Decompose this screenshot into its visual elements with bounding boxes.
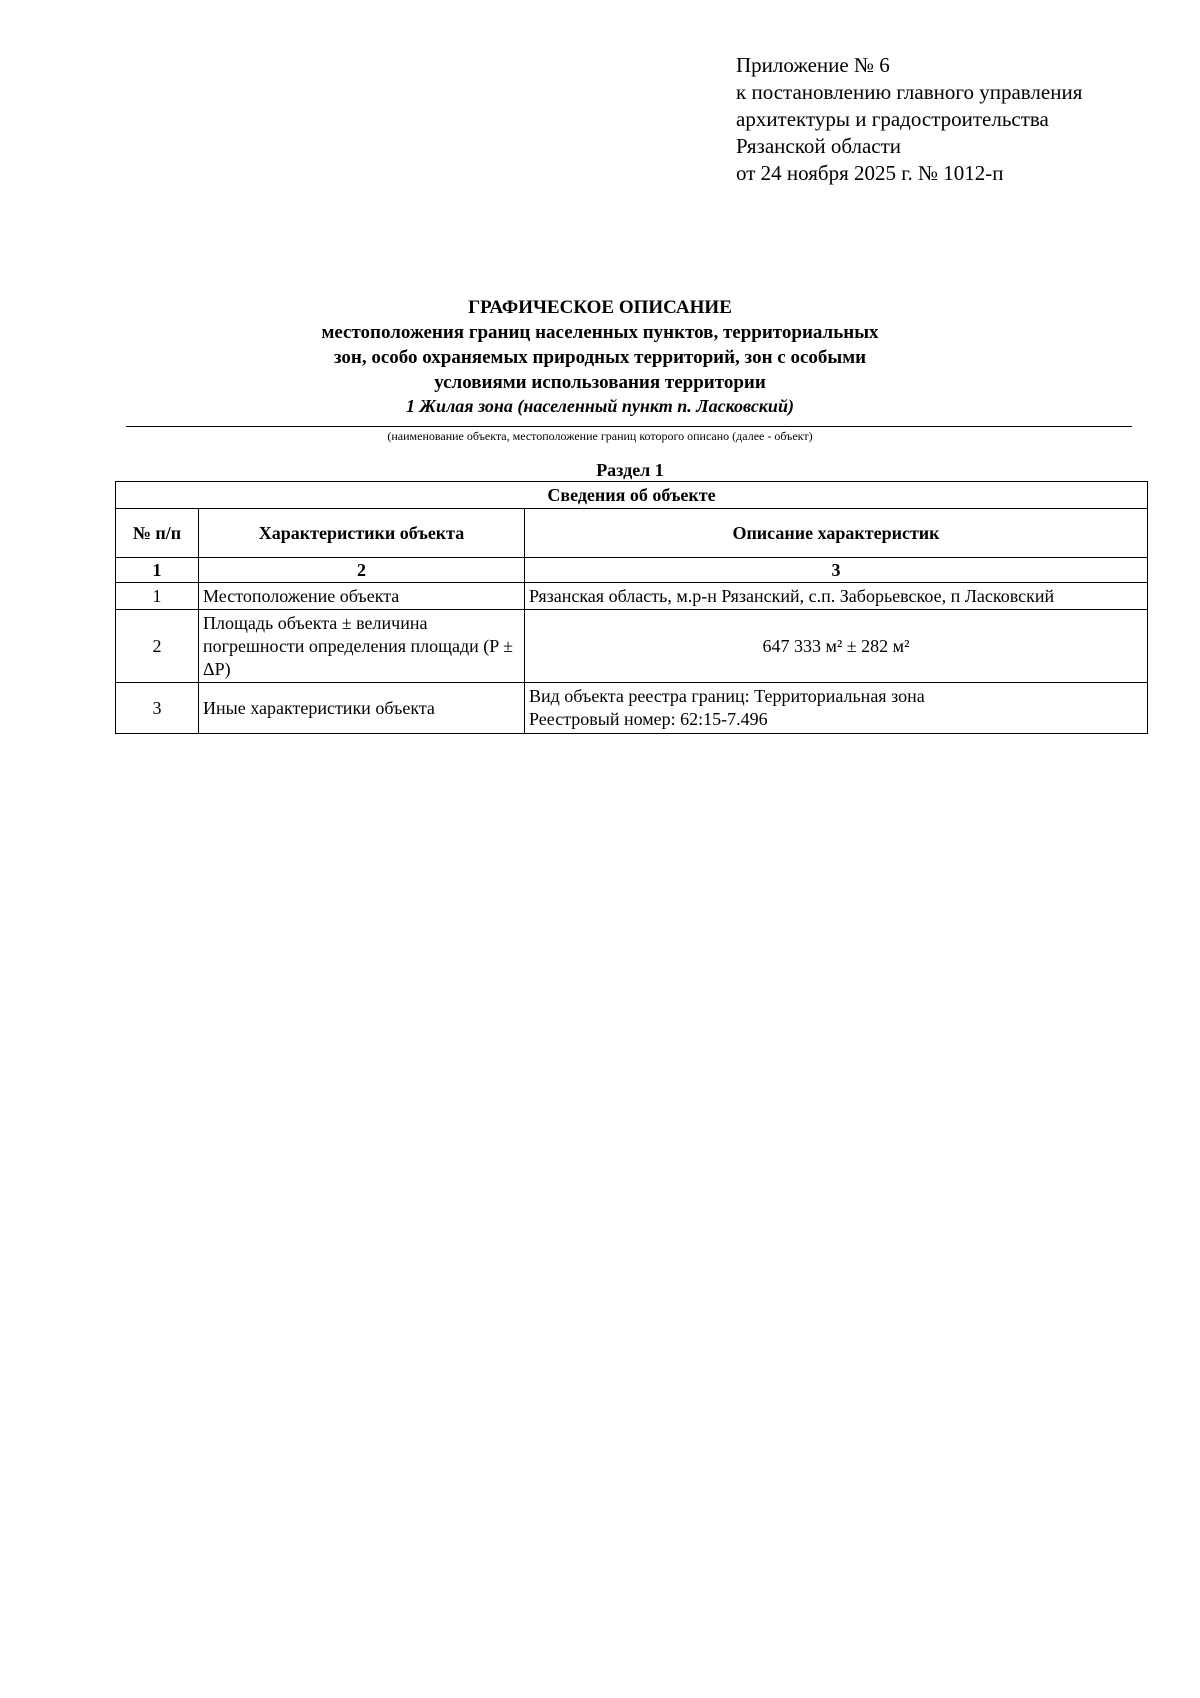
row-description-line-2: Реестровый номер: 62:15-7.496 — [529, 709, 768, 729]
column-index-2: 2 — [199, 558, 525, 583]
header-num: № п/п — [116, 509, 199, 558]
row-description — [525, 683, 1148, 734]
document-subtitle-line-3: условиями использования территории — [434, 372, 766, 393]
object-name: 1 Жилая зона (населенный пункт п. Ласковский) — [406, 396, 794, 416]
object-name-caption: (наименование объекта, местоположение границ которого описано (далее - объект) — [387, 429, 813, 443]
column-index-1: 1 — [116, 558, 199, 583]
table-header-row — [116, 509, 1148, 558]
row-num: 2 — [116, 610, 199, 683]
column-index-row — [116, 558, 1148, 583]
row-num: 3 — [116, 683, 199, 734]
row-description — [525, 583, 1148, 610]
header-characteristic: Характеристики объекта — [199, 509, 525, 558]
document-subtitle-line-1: местоположения границ населенных пунктов, территориальных — [321, 322, 879, 343]
appendix-line-4: Рязанской области — [736, 134, 902, 158]
row-description-line-1: 647 333 м² ± 282 м² — [762, 635, 910, 656]
appendix-line-2: к постановлению главного управления — [736, 80, 1083, 104]
appendix-line-5: от 24 ноября 2025 г. № 1012-п — [736, 161, 1004, 185]
object-info-table — [115, 481, 1148, 734]
table-caption: Сведения об объекте — [116, 482, 1148, 509]
column-index-3: 3 — [525, 558, 1148, 583]
section-title: Раздел 1 — [596, 460, 664, 480]
row-description — [525, 610, 1148, 683]
document-title-block — [0, 295, 1200, 417]
appendix-line-3: архитектуры и градостроительства — [736, 107, 1049, 131]
table-caption-row — [116, 482, 1148, 509]
table-row — [116, 610, 1148, 683]
object-name-underline — [126, 426, 1132, 427]
table-row — [116, 683, 1148, 734]
document-subtitle-line-2: зон, особо охраняемых природных территорий, зон с особыми — [333, 347, 867, 368]
header-description: Описание характеристик — [525, 509, 1148, 558]
row-characteristic: Иные характеристики объекта — [199, 683, 525, 734]
table-row — [116, 583, 1148, 610]
appendix-block — [736, 52, 1186, 187]
row-characteristic: Площадь объекта ± величина погрешности определения площади (P ± ΔP) — [199, 610, 525, 683]
document-title: ГРАФИЧЕСКОЕ ОПИСАНИЕ — [468, 297, 732, 318]
appendix-line-1: Приложение № 6 — [736, 53, 890, 77]
row-description-line-1: Рязанская область, м.р-н Рязанский, с.п. Заборьевское, п Ласковский — [529, 585, 1055, 606]
row-description-line-1: Вид объекта реестра границ: Территориальная зона — [529, 686, 925, 706]
row-num: 1 — [116, 583, 199, 610]
row-characteristic: Местоположение объекта — [199, 583, 525, 610]
